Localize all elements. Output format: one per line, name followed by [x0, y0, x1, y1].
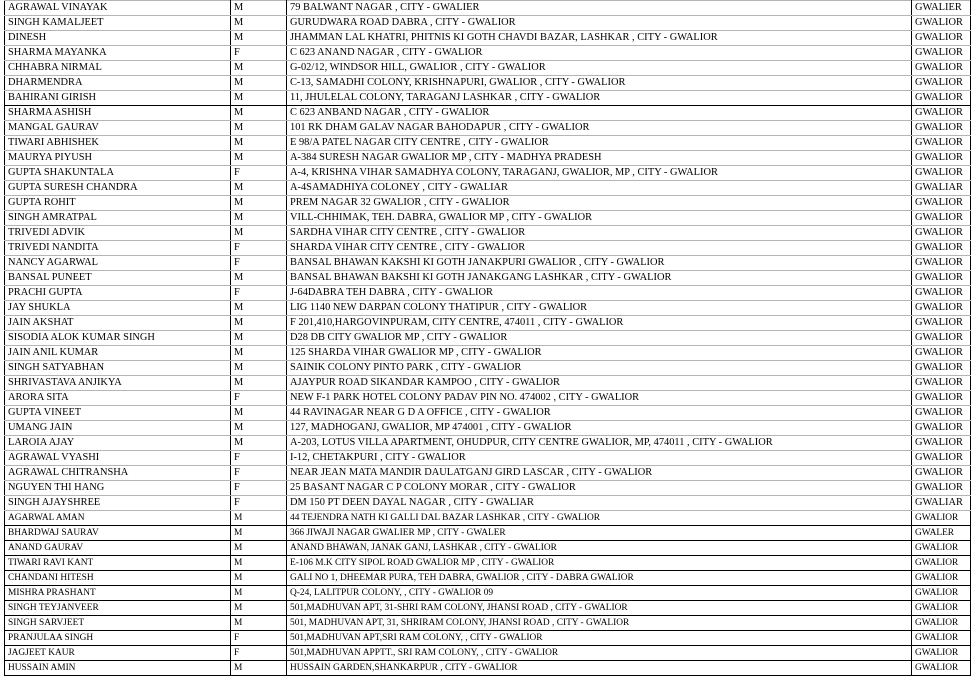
table-row: [5, 421, 971, 436]
address-cell: SHARDA VIHAR CITY CENTRE , CITY - GWALIOR: [287, 241, 912, 256]
city-cell: GWALIOR: [912, 196, 971, 211]
gender-cell: F: [231, 466, 287, 481]
table-row: [5, 556, 971, 571]
name-cell: SINGH KAMALJEET: [5, 16, 231, 31]
city-cell: GWALIOR: [912, 616, 971, 631]
table-row: [5, 46, 971, 61]
table-row: [5, 481, 971, 496]
table-row: [5, 331, 971, 346]
table-row: [5, 346, 971, 361]
address-cell: G-02/12, WINDSOR HILL, GWALIOR , CITY - GWALIOR: [287, 61, 912, 76]
city-cell: GWALIOR: [912, 211, 971, 226]
table-row: [5, 196, 971, 211]
gender-cell: F: [231, 481, 287, 496]
table-row: [5, 226, 971, 241]
gender-cell: M: [231, 661, 287, 676]
table-row: [5, 16, 971, 31]
address-cell: A-384 SURESH NAGAR GWALIOR MP , CITY - MADHYA PRADESH: [287, 151, 912, 166]
name-cell: GUPTA SURESH CHANDRA: [5, 181, 231, 196]
gender-cell: M: [231, 541, 287, 556]
name-cell: BAHIRANI GIRISH: [5, 91, 231, 106]
address-cell: A-4, KRISHNA VIHAR SAMADHYA COLONY, TARAGANJ, GWALIOR, MP , CITY - GWALIOR: [287, 166, 912, 181]
address-cell: C-13, SAMADHI COLONY, KRISHNAPURI, GWALIOR , CITY - GWALIOR: [287, 76, 912, 91]
table-row: [5, 31, 971, 46]
address-cell: F 201,410,HARGOVINPURAM, CITY CENTRE, 474011 , CITY - GWALIOR: [287, 316, 912, 331]
table-row: [5, 61, 971, 76]
address-cell: 127, MADHOGANJ, GWALIOR, MP 474001 , CITY - GWALIOR: [287, 421, 912, 436]
table-row: [5, 391, 971, 406]
address-cell: 501,MADHUVAN APT,SRI RAM COLONY, , CITY - GWALIOR: [287, 631, 912, 646]
city-cell: GWALIOR: [912, 346, 971, 361]
name-cell: BANSAL PUNEET: [5, 271, 231, 286]
gender-cell: M: [231, 586, 287, 601]
gender-cell: M: [231, 196, 287, 211]
city-cell: GWALIOR: [912, 631, 971, 646]
table-row: [5, 301, 971, 316]
address-cell: AJAYPUR ROAD SIKANDAR KAMPOO , CITY - GWALIOR: [287, 376, 912, 391]
city-cell: GWALIOR: [912, 661, 971, 676]
table-row: [5, 211, 971, 226]
name-cell: PRANJULAA SINGH: [5, 631, 231, 646]
gender-cell: M: [231, 91, 287, 106]
city-cell: GWALIOR: [912, 166, 971, 181]
address-cell: VILL-CHHIMAK, TEH. DABRA, GWALIOR MP , CITY - GWALIOR: [287, 211, 912, 226]
gender-cell: F: [231, 496, 287, 511]
city-cell: GWALIOR: [912, 571, 971, 586]
address-cell: 501,MADHUVAN APT, 31-SHRI RAM COLONY, JHANSI ROAD , CITY - GWALIOR: [287, 601, 912, 616]
name-cell: BHARDWAJ SAURAV: [5, 526, 231, 541]
city-cell: GWALIOR: [912, 151, 971, 166]
table-row: [5, 256, 971, 271]
city-cell: GWALIOR: [912, 541, 971, 556]
gender-cell: M: [231, 316, 287, 331]
table-row: [5, 466, 971, 481]
table-row: [5, 586, 971, 601]
table-row: [5, 496, 971, 511]
name-cell: SINGH AJAYSHREE: [5, 496, 231, 511]
city-cell: GWALIOR: [912, 421, 971, 436]
gender-cell: M: [231, 556, 287, 571]
address-cell: A-203, LOTUS VILLA APARTMENT, OHUDPUR, CITY CENTRE GWALIOR, MP, 474011 , CITY - GWALIOR: [287, 436, 912, 451]
city-cell: GWALIAR: [912, 496, 971, 511]
city-cell: GWALIOR: [912, 646, 971, 661]
city-cell: GWALIOR: [912, 241, 971, 256]
city-cell: GWALIOR: [912, 466, 971, 481]
address-cell: SARDHA VIHAR CITY CENTRE , CITY - GWALIOR: [287, 226, 912, 241]
city-cell: GWALIOR: [912, 556, 971, 571]
address-cell: 501, MADHUVAN APT, 31, SHRIRAM COLONY, JHANSI ROAD , CITY - GWALIOR: [287, 616, 912, 631]
gender-cell: M: [231, 226, 287, 241]
table-row: [5, 286, 971, 301]
name-cell: JAIN AKSHAT: [5, 316, 231, 331]
address-cell: BANSAL BHAWAN KAKSHI KI GOTH JANAKPURI GWALIOR , CITY - GWALIOR: [287, 256, 912, 271]
city-cell: GWALIOR: [912, 286, 971, 301]
gender-cell: F: [231, 286, 287, 301]
city-cell: GWALIOR: [912, 271, 971, 286]
name-cell: GUPTA ROHIT: [5, 196, 231, 211]
city-cell: GWALIOR: [912, 376, 971, 391]
table-row: [5, 376, 971, 391]
table-row: [5, 571, 971, 586]
table-row: [5, 451, 971, 466]
address-cell: 125 SHARDA VIHAR GWALIOR MP , CITY - GWALIOR: [287, 346, 912, 361]
name-cell: JAIN ANIL KUMAR: [5, 346, 231, 361]
name-cell: MANGAL GAURAV: [5, 121, 231, 136]
gender-cell: M: [231, 1, 287, 16]
table-row: [5, 1, 971, 16]
table-row: [5, 271, 971, 286]
table-row: [5, 601, 971, 616]
city-cell: GWALIOR: [912, 301, 971, 316]
gender-cell: M: [231, 271, 287, 286]
name-cell: ARORA SITA: [5, 391, 231, 406]
name-cell: SINGH AMRATPAL: [5, 211, 231, 226]
name-cell: SHRIVASTAVA ANJIKYA: [5, 376, 231, 391]
table-row: [5, 526, 971, 541]
address-cell: 25 BASANT NAGAR C P COLONY MORAR , CITY - GWALIOR: [287, 481, 912, 496]
name-cell: AGRAWAL CHITRANSHA: [5, 466, 231, 481]
city-cell: GWALIER: [912, 1, 971, 16]
address-cell: LIG 1140 NEW DARPAN COLONY THATIPUR , CITY - GWALIOR: [287, 301, 912, 316]
table-row: [5, 241, 971, 256]
name-cell: AGARWAL AMAN: [5, 511, 231, 526]
gender-cell: M: [231, 331, 287, 346]
city-cell: GWALIOR: [912, 226, 971, 241]
address-cell: 101 RK DHAM GALAV NAGAR BAHODAPUR , CITY - GWALIOR: [287, 121, 912, 136]
address-cell: 79 BALWANT NAGAR , CITY - GWALIER: [287, 1, 912, 16]
table-row: [5, 106, 971, 121]
city-cell: GWALIOR: [912, 331, 971, 346]
gender-cell: M: [231, 16, 287, 31]
city-cell: GWALIOR: [912, 136, 971, 151]
gender-cell: M: [231, 376, 287, 391]
gender-cell: M: [231, 136, 287, 151]
address-cell: PREM NAGAR 32 GWALIOR , CITY - GWALIOR: [287, 196, 912, 211]
name-cell: GUPTA SHAKUNTALA: [5, 166, 231, 181]
name-cell: DHARMENDRA: [5, 76, 231, 91]
gender-cell: M: [231, 151, 287, 166]
name-cell: SINGH TEYJANVEER: [5, 601, 231, 616]
gender-cell: M: [231, 361, 287, 376]
gender-cell: M: [231, 601, 287, 616]
gender-cell: M: [231, 106, 287, 121]
table-row: [5, 616, 971, 631]
gender-cell: M: [231, 301, 287, 316]
table-row: [5, 136, 971, 151]
city-cell: GWALIOR: [912, 586, 971, 601]
gender-cell: M: [231, 31, 287, 46]
gender-cell: M: [231, 121, 287, 136]
name-cell: NANCY AGARWAL: [5, 256, 231, 271]
address-cell: D28 DB CITY GWALIOR MP , CITY - GWALIOR: [287, 331, 912, 346]
address-cell: GURUDWARA ROAD DABRA , CITY - GWALIOR: [287, 16, 912, 31]
address-cell: ANAND BHAWAN, JANAK GANJ, LASHKAR , CITY - GWALIOR: [287, 541, 912, 556]
name-cell: JAGJEET KAUR: [5, 646, 231, 661]
city-cell: GWALIOR: [912, 256, 971, 271]
name-cell: MISHRA PRASHANT: [5, 586, 231, 601]
city-cell: GWALIOR: [912, 76, 971, 91]
gender-cell: M: [231, 406, 287, 421]
table-row: [5, 316, 971, 331]
name-cell: SHARMA MAYANKA: [5, 46, 231, 61]
name-cell: TIWARI ABHISHEK: [5, 136, 231, 151]
address-cell: 366 JIWAJI NAGAR GWALIER MP , CITY - GWALER: [287, 526, 912, 541]
table-row: [5, 541, 971, 556]
name-cell: SHARMA ASHISH: [5, 106, 231, 121]
city-cell: GWALIOR: [912, 511, 971, 526]
address-cell: 11, JHULELAL COLONY, TARAGANJ LASHKAR , CITY - GWALIOR: [287, 91, 912, 106]
gender-cell: F: [231, 166, 287, 181]
city-cell: GWALIOR: [912, 406, 971, 421]
gender-cell: F: [231, 391, 287, 406]
name-cell: HUSSAIN AMIN: [5, 661, 231, 676]
city-cell: GWALIOR: [912, 61, 971, 76]
table-row: [5, 511, 971, 526]
city-cell: GWALIOR: [912, 91, 971, 106]
city-cell: GWALIOR: [912, 31, 971, 46]
name-cell: JAY SHUKLA: [5, 301, 231, 316]
gender-cell: M: [231, 511, 287, 526]
table-row: [5, 151, 971, 166]
name-cell: TRIVEDI ADVIK: [5, 226, 231, 241]
address-cell: 501,MADHUVAN APPTT., SRI RAM COLONY, , CITY - GWALIOR: [287, 646, 912, 661]
gender-cell: F: [231, 241, 287, 256]
city-cell: GWALIOR: [912, 436, 971, 451]
name-cell: NGUYEN THI HANG: [5, 481, 231, 496]
address-cell: E 98/A PATEL NAGAR CITY CENTRE , CITY - GWALIOR: [287, 136, 912, 151]
city-cell: GWALIOR: [912, 46, 971, 61]
name-cell: PRACHI GUPTA: [5, 286, 231, 301]
city-cell: GWALIOR: [912, 106, 971, 121]
table-row: [5, 91, 971, 106]
address-cell: C 623 ANAND NAGAR , CITY - GWALIOR: [287, 46, 912, 61]
table-row: [5, 361, 971, 376]
city-cell: GWALER: [912, 526, 971, 541]
name-cell: MAURYA PIYUSH: [5, 151, 231, 166]
city-cell: GWALIOR: [912, 391, 971, 406]
table-row: [5, 661, 971, 676]
gender-cell: M: [231, 61, 287, 76]
gender-cell: M: [231, 526, 287, 541]
table-row: [5, 121, 971, 136]
table-row: [5, 166, 971, 181]
gender-cell: M: [231, 436, 287, 451]
table-row: [5, 406, 971, 421]
customer-table: [4, 0, 971, 676]
gender-cell: F: [231, 451, 287, 466]
table-row: [5, 646, 971, 661]
address-cell: JHAMMAN LAL KHATRI, PHITNIS KI GOTH CHAVDI BAZAR, LASHKAR , CITY - GWALIOR: [287, 31, 912, 46]
name-cell: TRIVEDI NANDITA: [5, 241, 231, 256]
customer-table-body: [5, 1, 971, 676]
name-cell: UMANG JAIN: [5, 421, 231, 436]
address-cell: HUSSAIN GARDEN,SHANKARPUR , CITY - GWALIOR: [287, 661, 912, 676]
address-cell: GALI NO 1, DHEEMAR PURA, TEH DABRA, GWALIOR , CITY - DABRA GWALIOR: [287, 571, 912, 586]
city-cell: GWALIOR: [912, 481, 971, 496]
address-cell: 44 TEJENDRA NATH KI GALLI DAL BAZAR LASHKAR , CITY - GWALIOR: [287, 511, 912, 526]
gender-cell: F: [231, 631, 287, 646]
gender-cell: F: [231, 646, 287, 661]
address-cell: Q-24, LALITPUR COLONY, , CITY - GWALIOR 09: [287, 586, 912, 601]
name-cell: TIWARI RAVI KANT: [5, 556, 231, 571]
city-cell: GWALIOR: [912, 121, 971, 136]
name-cell: SISODIA ALOK KUMAR SINGH: [5, 331, 231, 346]
gender-cell: M: [231, 76, 287, 91]
gender-cell: M: [231, 181, 287, 196]
address-cell: 44 RAVINAGAR NEAR G D A OFFICE , CITY - GWALIOR: [287, 406, 912, 421]
gender-cell: M: [231, 346, 287, 361]
name-cell: CHANDANI HITESH: [5, 571, 231, 586]
table-row: [5, 436, 971, 451]
gender-cell: F: [231, 256, 287, 271]
city-cell: GWALIOR: [912, 601, 971, 616]
name-cell: ANAND GAURAV: [5, 541, 231, 556]
address-cell: NEW F-1 PARK HOTEL COLONY PADAV PIN NO. 474002 , CITY - GWALIOR: [287, 391, 912, 406]
gender-cell: M: [231, 211, 287, 226]
address-cell: DM 150 PT DEEN DAYAL NAGAR , CITY - GWALIAR: [287, 496, 912, 511]
name-cell: SINGH SARVJEET: [5, 616, 231, 631]
city-cell: GWALIOR: [912, 16, 971, 31]
gender-cell: F: [231, 46, 287, 61]
table-row: [5, 181, 971, 196]
address-cell: C 623 ANBAND NAGAR , CITY - GWALIOR: [287, 106, 912, 121]
address-cell: SAINIK COLONY PINTO PARK , CITY - GWALIOR: [287, 361, 912, 376]
name-cell: AGRAWAL VYASHI: [5, 451, 231, 466]
name-cell: SINGH SATYABHAN: [5, 361, 231, 376]
gender-cell: M: [231, 421, 287, 436]
gender-cell: M: [231, 616, 287, 631]
city-cell: GWALIAR: [912, 181, 971, 196]
address-cell: I-12, CHETAKPURI , CITY - GWALIOR: [287, 451, 912, 466]
address-cell: J-64DABRA TEH DABRA , CITY - GWALIOR: [287, 286, 912, 301]
address-cell: BANSAL BHAWAN BAKSHI KI GOTH JANAKGANG LASHKAR , CITY - GWALIOR: [287, 271, 912, 286]
address-cell: A-4SAMADHIYA COLONEY , CITY - GWALIAR: [287, 181, 912, 196]
city-cell: GWALIOR: [912, 316, 971, 331]
city-cell: GWALIOR: [912, 361, 971, 376]
gender-cell: M: [231, 571, 287, 586]
name-cell: DINESH: [5, 31, 231, 46]
name-cell: CHHABRA NIRMAL: [5, 61, 231, 76]
table-row: [5, 631, 971, 646]
table-row: [5, 76, 971, 91]
city-cell: GWALIOR: [912, 451, 971, 466]
name-cell: AGRAWAL VINAYAK: [5, 1, 231, 16]
address-cell: NEAR JEAN MATA MANDIR DAULATGANJ GIRD LASCAR , CITY - GWALIOR: [287, 466, 912, 481]
name-cell: GUPTA VINEET: [5, 406, 231, 421]
name-cell: LAROIA AJAY: [5, 436, 231, 451]
address-cell: E-106 M.K CITY SIPOL ROAD GWALIOR MP , CITY - GWALIOR: [287, 556, 912, 571]
